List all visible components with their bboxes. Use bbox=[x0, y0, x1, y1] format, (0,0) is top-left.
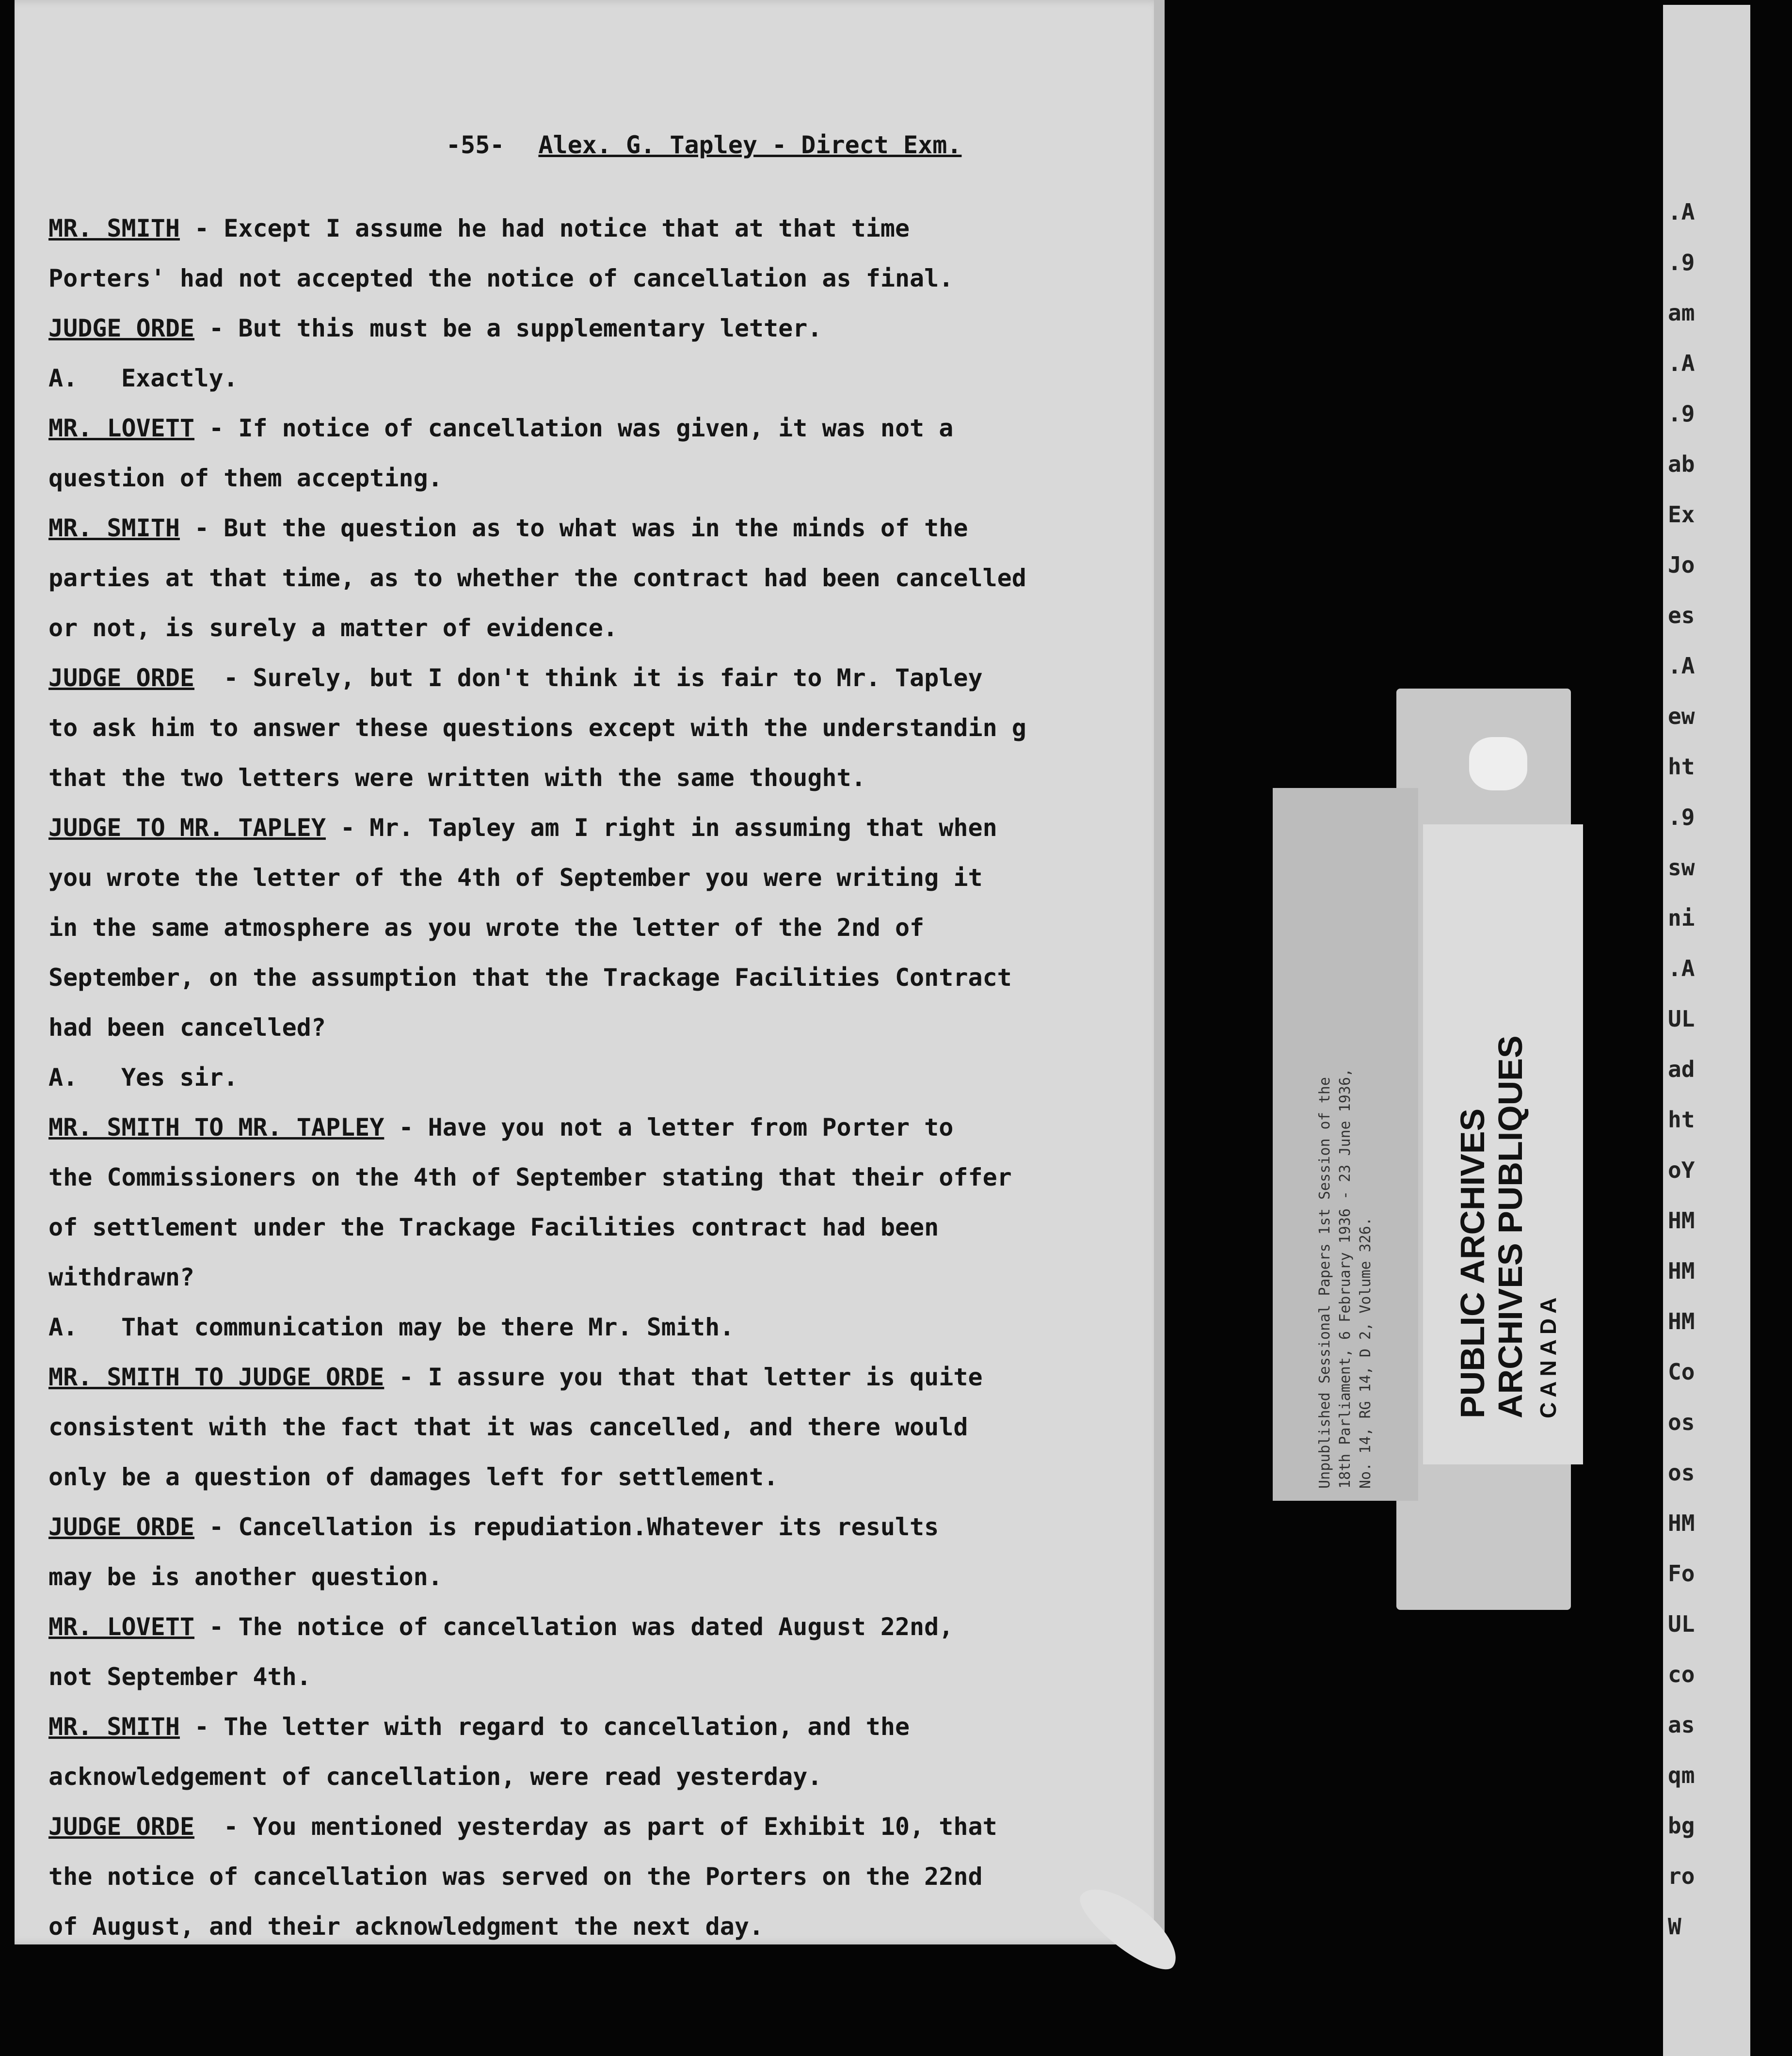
strip-fragment: W bbox=[1668, 1913, 1681, 1940]
line-text: - The letter with regard to cancellation, and the bbox=[179, 1713, 910, 1741]
strip-fragment: Co bbox=[1668, 1359, 1695, 1385]
strip-fragment: ni bbox=[1668, 905, 1695, 931]
transcript-line bbox=[48, 1053, 1130, 1103]
transcript-line bbox=[48, 1602, 1130, 1652]
strip-fragment: .9 bbox=[1668, 401, 1695, 427]
strip-fragment: UL bbox=[1668, 1611, 1695, 1637]
strip-fragment: Ex bbox=[1668, 501, 1695, 528]
strip-fragment: .A bbox=[1668, 955, 1695, 981]
transcript-line bbox=[48, 1302, 1130, 1352]
transcript-line bbox=[48, 753, 1130, 803]
strip-fragment: os bbox=[1668, 1409, 1695, 1435]
line-text: of August, and their acknowledgment the next day. bbox=[48, 1912, 764, 1941]
transcript-line bbox=[48, 1902, 1130, 1952]
line-text: acknowledgement of cancellation, were read yesterday. bbox=[48, 1763, 822, 1791]
speaker-name: MR. SMITH bbox=[48, 514, 180, 542]
speaker-name: MR. SMITH TO MR. TAPLEY bbox=[48, 1113, 384, 1141]
strip-fragment: os bbox=[1668, 1460, 1695, 1486]
transcript-line bbox=[48, 204, 1130, 254]
strip-fragment: ro bbox=[1668, 1863, 1695, 1889]
transcript-line bbox=[48, 1852, 1130, 1902]
line-text: had been cancelled? bbox=[48, 1013, 326, 1042]
line-text: or not, is surely a matter of evidence. bbox=[48, 614, 618, 642]
transcript-line bbox=[48, 453, 1130, 503]
transcript-line bbox=[48, 903, 1130, 953]
strip-fragment: .A bbox=[1668, 653, 1695, 679]
line-text: of settlement under the Trackage Facilities contract had been bbox=[48, 1213, 939, 1241]
stamp-line-2: ARCHIVES PUBLIQUES bbox=[1491, 1035, 1529, 1418]
strip-fragment: .9 bbox=[1668, 249, 1695, 275]
line-text: that the two letters were written with the same thought. bbox=[48, 764, 866, 792]
strip-fragment: bg bbox=[1668, 1813, 1695, 1839]
speaker-name: MR. LOVETT bbox=[48, 1613, 195, 1641]
transcript-line bbox=[48, 254, 1130, 304]
strip-fragment: .A bbox=[1668, 350, 1695, 376]
line-text: parties at that time, as to whether the contract had been cancelled bbox=[48, 564, 1026, 592]
line-text: question of them accepting. bbox=[48, 464, 443, 492]
line-text: - You mentioned yesterday as part of Exhibit 10, that bbox=[194, 1813, 997, 1841]
strip-fragment: co bbox=[1668, 1661, 1695, 1687]
transcript-line bbox=[48, 1253, 1130, 1302]
strip-fragment: Jo bbox=[1668, 552, 1695, 578]
speaker-name: MR. SMITH TO JUDGE ORDE bbox=[48, 1363, 384, 1391]
transcript-line bbox=[48, 1702, 1130, 1752]
strip-fragment: as bbox=[1668, 1712, 1695, 1738]
line-text: the Commissioners on the 4th of September stating that their offer bbox=[48, 1163, 1012, 1191]
transcript-line bbox=[48, 403, 1130, 453]
strip-fragment: .A bbox=[1668, 199, 1695, 225]
transcript-line bbox=[48, 503, 1130, 553]
line-text: - Mr. Tapley am I right in assuming that when bbox=[325, 814, 997, 842]
strip-fragment: oY bbox=[1668, 1157, 1695, 1183]
strip-fragment: ad bbox=[1668, 1056, 1695, 1082]
transcript-line bbox=[48, 703, 1130, 753]
line-text: September, on the assumption that the Trackage Facilities Contract bbox=[48, 964, 1012, 992]
line-text: the notice of cancellation was served on the Porters on the 22nd bbox=[48, 1863, 983, 1891]
transcript-line bbox=[48, 953, 1130, 1003]
strip-fragment: ht bbox=[1668, 1107, 1695, 1133]
line-text: - Surely, but I don't think it is fair to Mr. Tapley bbox=[194, 664, 983, 692]
speaker-name: JUDGE ORDE bbox=[48, 314, 195, 342]
line-text: only be a question of damages left for settlement. bbox=[48, 1463, 779, 1491]
line-text: Yes sir. bbox=[121, 1063, 238, 1092]
line-text: you wrote the letter of the 4th of September you were writing it bbox=[48, 864, 983, 892]
page-edge bbox=[1154, 0, 1165, 1944]
stamp-line-1: PUBLIC ARCHIVES bbox=[1454, 1108, 1491, 1418]
line-text: withdrawn? bbox=[48, 1263, 195, 1291]
line-text: - Cancellation is repudiation.Whatever its results bbox=[194, 1513, 939, 1541]
line-text: in the same atmosphere as you wrote the letter of the 2nd of bbox=[48, 914, 925, 942]
document-page bbox=[15, 0, 1164, 1944]
speaker-name: MR. SMITH bbox=[48, 1713, 180, 1741]
line-text: - But the question as to what was in the minds of the bbox=[179, 514, 968, 542]
strip-fragment: sw bbox=[1668, 854, 1695, 881]
answer-marker: A. bbox=[48, 364, 78, 392]
line-text: - Have you not a letter from Porter to bbox=[384, 1113, 954, 1141]
strip-fragment: ab bbox=[1668, 451, 1695, 477]
strip-fragment: HM bbox=[1668, 1510, 1695, 1536]
strip-fragment: ew bbox=[1668, 703, 1695, 729]
line-text: - I assure you that that letter is quite bbox=[384, 1363, 983, 1391]
transcript-line bbox=[48, 1402, 1130, 1452]
archive-label-line-3: No. 14, RG 14, D 2, Volume 326. bbox=[1357, 1217, 1374, 1489]
strip-fragment: qm bbox=[1668, 1762, 1695, 1788]
transcript-line bbox=[48, 304, 1130, 353]
speaker-name: JUDGE ORDE bbox=[48, 1813, 195, 1841]
speaker-name: JUDGE TO MR. TAPLEY bbox=[48, 814, 326, 842]
line-text: - If notice of cancellation was given, it was not a bbox=[194, 414, 954, 442]
strip-fragment: HM bbox=[1668, 1258, 1695, 1284]
answer-marker: A. bbox=[48, 1063, 78, 1092]
transcript-line bbox=[48, 1203, 1130, 1253]
archive-label-line-2: 18th Parliament, 6 February 1936 - 23 June 1936, bbox=[1337, 1068, 1354, 1489]
strip-fragment: HM bbox=[1668, 1207, 1695, 1234]
transcript-line bbox=[48, 1352, 1130, 1402]
transcript-line bbox=[48, 603, 1130, 653]
transcript-line bbox=[48, 1103, 1130, 1153]
transcript-line bbox=[48, 1502, 1130, 1552]
transcript-line bbox=[48, 1003, 1130, 1053]
speaker-name: JUDGE ORDE bbox=[48, 664, 195, 692]
line-text: to ask him to answer these questions except with the understandin g bbox=[48, 714, 1026, 742]
transcript-line bbox=[48, 353, 1130, 403]
strip-fragment: HM bbox=[1668, 1308, 1695, 1334]
line-text: - Except I assume he had notice that at that time bbox=[179, 214, 910, 242]
line-text: Porters' had not accepted the notice of cancellation as final. bbox=[48, 264, 954, 292]
line-text: may be is another question. bbox=[48, 1563, 443, 1591]
transcript-line bbox=[48, 1552, 1130, 1602]
strip-fragment: .9 bbox=[1668, 804, 1695, 830]
transcript-line bbox=[48, 1452, 1130, 1502]
transcript-body bbox=[48, 204, 1130, 1952]
strip-fragment: am bbox=[1668, 300, 1695, 326]
line-text: - But this must be a supplementary letter. bbox=[194, 314, 822, 342]
transcript-line bbox=[48, 553, 1130, 603]
transcript-line bbox=[48, 1652, 1130, 1702]
line-text: That communication may be there Mr. Smith. bbox=[121, 1313, 735, 1341]
line-text: not September 4th. bbox=[48, 1663, 311, 1691]
speaker-name: MR. LOVETT bbox=[48, 414, 195, 442]
answer-marker: A. bbox=[48, 1313, 78, 1341]
transcript-line bbox=[48, 853, 1130, 903]
transcript-line bbox=[48, 653, 1130, 703]
speaker-name: JUDGE ORDE bbox=[48, 1513, 195, 1541]
transcript-line bbox=[48, 1752, 1130, 1802]
page-number: -55- bbox=[446, 131, 505, 159]
archive-tag-fastener bbox=[1469, 737, 1527, 790]
transcript-line bbox=[48, 1153, 1130, 1203]
strip-fragment: ht bbox=[1668, 754, 1695, 780]
speaker-name: MR. SMITH bbox=[48, 214, 180, 242]
strip-fragment: es bbox=[1668, 602, 1695, 628]
header-title: Alex. G. Tapley - Direct Exm. bbox=[538, 131, 962, 159]
transcript-line bbox=[48, 803, 1130, 853]
strip-fragment: UL bbox=[1668, 1006, 1695, 1032]
line-text: consistent with the fact that it was cancelled, and there would bbox=[48, 1413, 968, 1441]
transcript-line bbox=[48, 1802, 1130, 1852]
line-text: - The notice of cancellation was dated August 22nd, bbox=[194, 1613, 954, 1641]
strip-fragment: Fo bbox=[1668, 1560, 1695, 1587]
archive-label-line-1: Unpublished Sessional Papers 1st Session of the bbox=[1316, 1077, 1333, 1489]
stamp-line-3: CANADA bbox=[1536, 1292, 1561, 1418]
page-header bbox=[446, 131, 961, 159]
line-text: Exactly. bbox=[121, 364, 238, 392]
